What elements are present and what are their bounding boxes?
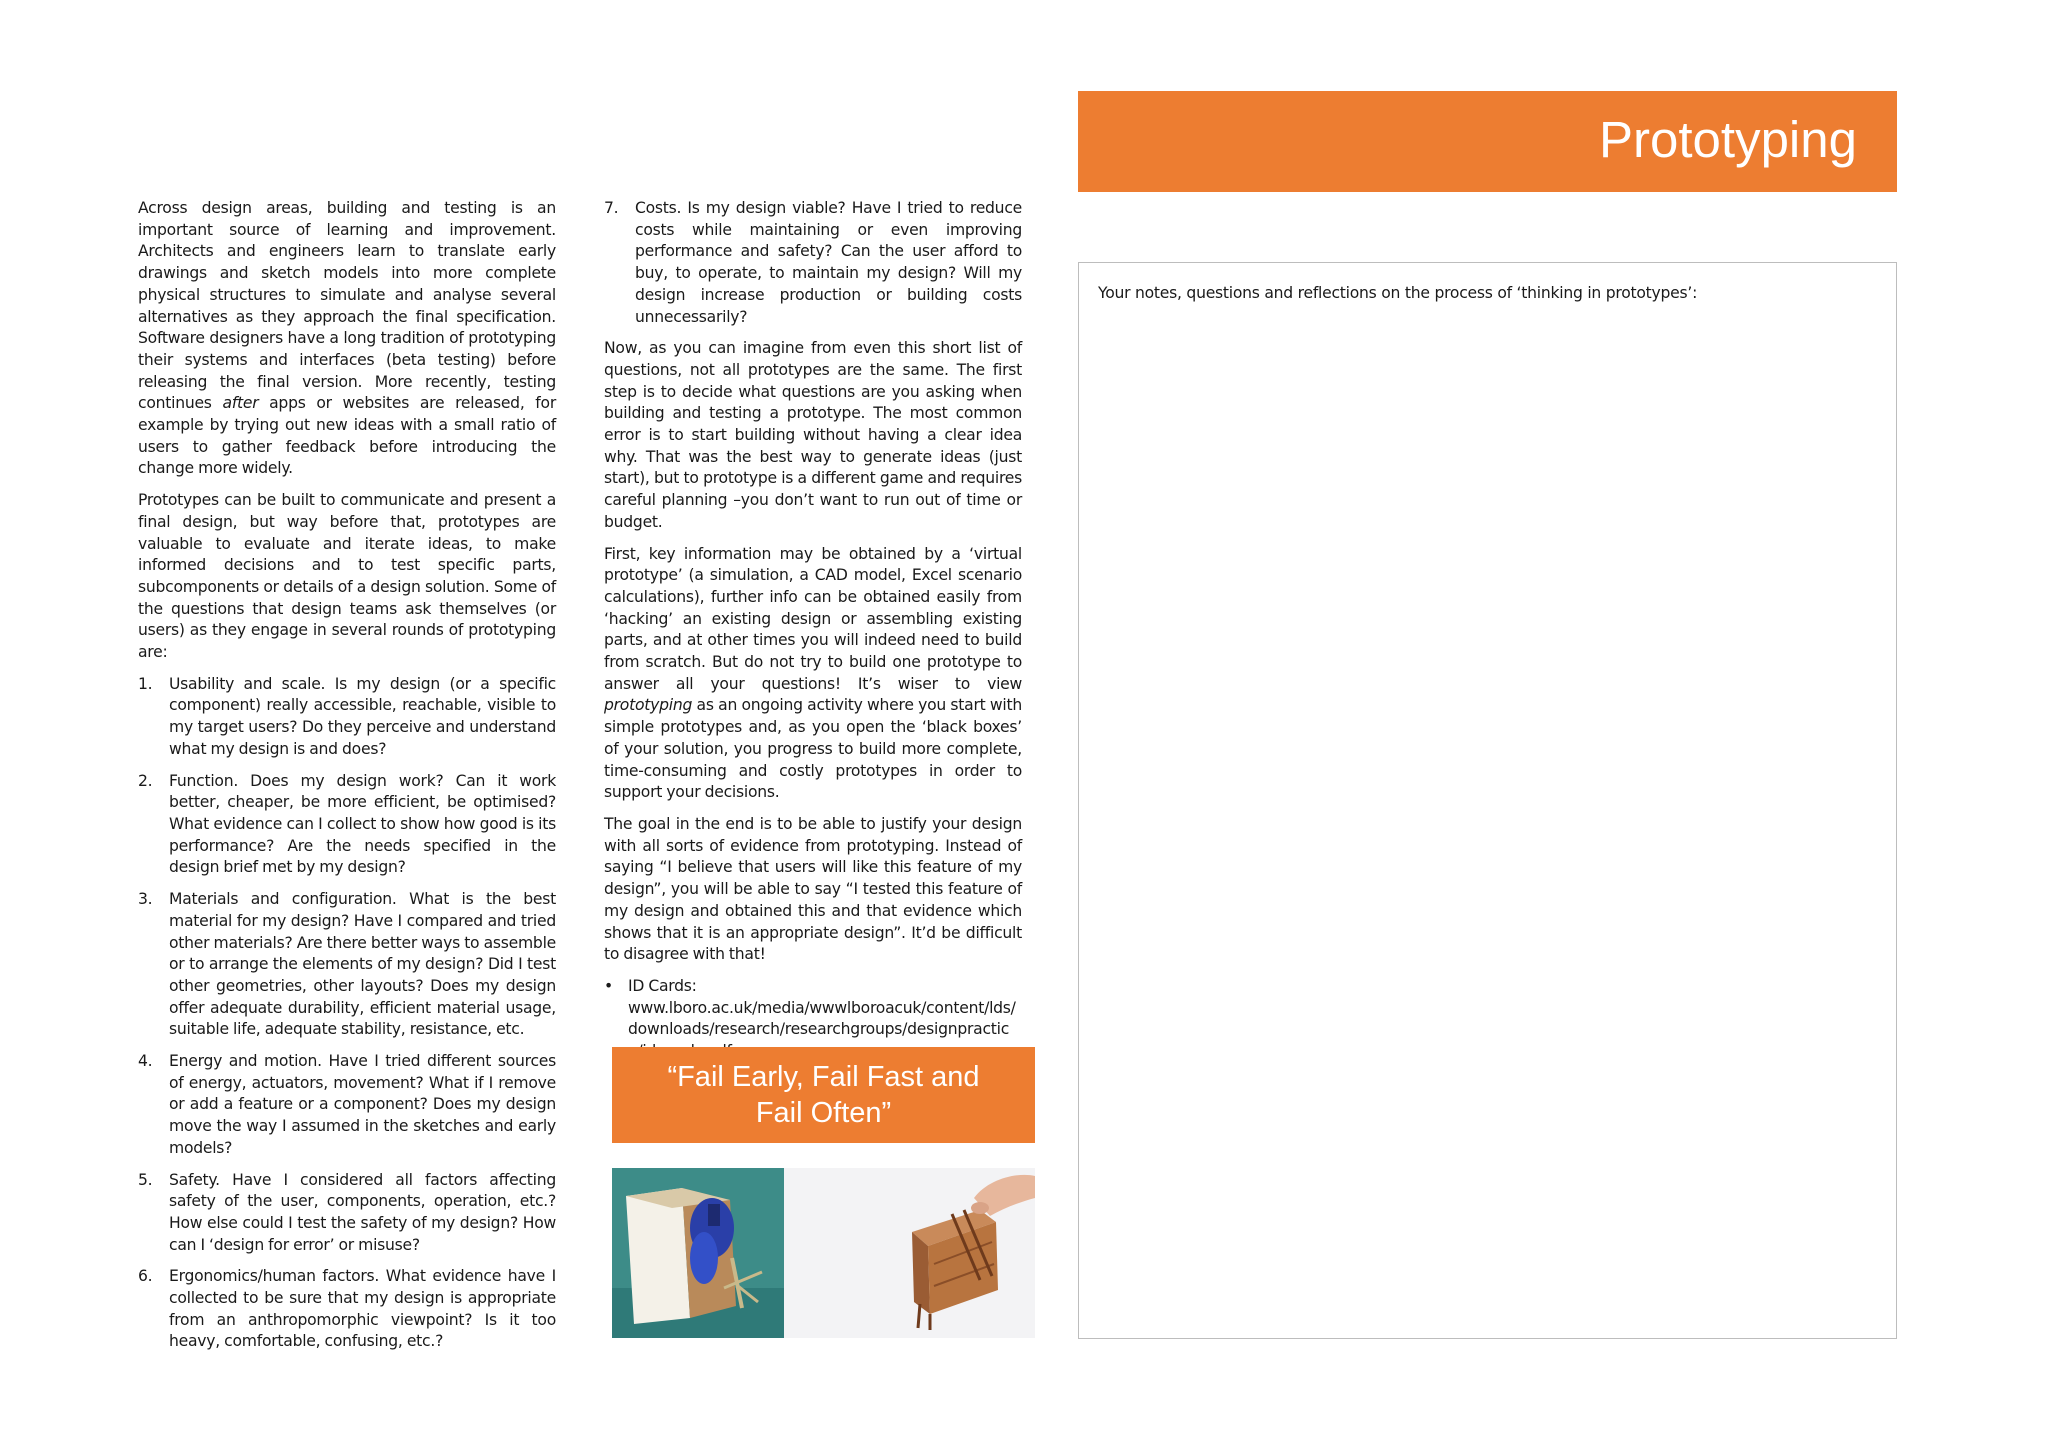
cardboard-prototype-image	[612, 1168, 784, 1338]
virtual-prototype-paragraph	[604, 544, 1022, 804]
list-item	[138, 889, 556, 1041]
intro-paragraph	[138, 198, 556, 480]
list-item-number: 2.	[138, 771, 153, 790]
quote-banner	[612, 1047, 1035, 1143]
notes-box[interactable]	[1078, 262, 1897, 1339]
title-banner	[1078, 91, 1897, 192]
intro-text-emphasis: after	[222, 394, 259, 413]
list-item-number: 4.	[138, 1052, 153, 1071]
middle-column	[604, 198, 1022, 1063]
list-item-text: Safety. Have I considered all factors affecting safety of the user, components, operation, etc.? How else could I test the safety of my design? How can I ‘design for error’ or misuse?	[169, 1170, 556, 1254]
virtual-prototype-text-part1: First, key information may be obtained by a ‘virtual prototype’ (a simulation, a CAD model, Excel scenario calculations), further info can be obtained easily from ‘hacking’ an existing design or assembling existing parts, and at other times you will indeed need to build from scratch. But do not try to build one prototype to answer all your questions! It’s wiser to view	[604, 544, 1022, 693]
left-column	[138, 198, 556, 1363]
prototype-types-paragraph: Now, as you can imagine from even this short list of questions, not all prototypes are the same. The first step is to decide what questions are you asking when building and testing a prototype. The most common error is to start building without having a clear idea why. That was the best way to generate ideas (just start), but to prototype is a different game and requires careful planning –you don’t want to run out of time or budget.	[604, 339, 1022, 531]
list-item	[138, 771, 556, 880]
intro-text-part2: apps or websites are released, for example by trying out new ideas with a small ratio of users to gather feedback before introducing the change more widely.	[138, 394, 556, 478]
questions-list-continued	[604, 198, 1022, 328]
list-item-text: Costs. Is my design viable? Have I tried to reduce costs while maintaining or even improving performance and safety? Can the user afford to buy, to operate, to maintain my design? Will my design increase production or building costs unnecessarily?	[635, 199, 1022, 326]
list-item-number: 1.	[138, 674, 153, 693]
reference-label: ID Cards:	[628, 976, 697, 995]
intro-text-part1: Across design areas, building and testing is an important source of learning and improvement. Architects and engineers learn to translate early drawings and sketch models into more complete physical structures to simulate and analyse several alternatives as they approach the final specification. Software designers have a long tradition of prototyping their systems and interfaces (beta testing) before releasing the final version. More recently, testing continues	[138, 199, 556, 413]
list-item-text: Function. Does my design work? Can it work better, cheaper, be more efficient, be optimised? What evidence can I collect to show how good is its performance? Are the needs specified in the design brief met by my design?	[169, 771, 556, 877]
virtual-prototype-emphasis: prototyping	[604, 696, 693, 715]
page-title: Prototyping	[1599, 111, 1857, 168]
questions-intro-paragraph: Prototypes can be built to communicate and present a final design, but way before that, prototypes are valuable to evaluate and iterate ideas, to make informed decisions and to test specific parts, subcomponents or details of a design solution. Some of the questions that design teams ask themselves (or users) as they engage in several rounds of prototyping are:	[138, 491, 556, 662]
list-item-text: Materials and configuration. What is the best material for my design? Have I compared and tried other materials? Are there better ways to assemble or to arrange the elements of my design? Did I test other geometries, other layouts? Does my design offer adequate durability, efficient material usage, suitable life, adequate stability, resistance, etc.	[169, 890, 556, 1039]
bullet-icon: •	[604, 976, 613, 995]
list-item-number: 5.	[138, 1170, 153, 1189]
list-item-text: Ergonomics/human factors. What evidence have I collected to be sure that my design is appropriate from an anthropomorphic viewpoint? Is it too heavy, comfortable, confusing, etc.?	[169, 1267, 556, 1351]
reference-link[interactable]: www.lboro.ac.uk/media/wwwlboroacuk/content/lds/downloads/research/researchgroups/designpractic	[628, 998, 1016, 1039]
prototype-photo-wooden-box	[784, 1168, 1035, 1338]
goal-paragraph: The goal in the end is to be able to justify your design with all sorts of evidence from prototyping. Instead of saying “I believe that users will like this feature of my design”, you will be able to say “I tested this feature of my design and obtained this and that evidence which shows that it is an appropriate design”. It’d be difficult to disagree with that!	[604, 814, 1022, 964]
wooden-box-prototype-image	[784, 1168, 1035, 1338]
list-item	[138, 1051, 556, 1160]
quote-text: “Fail Early, Fail Fast and Fail Often”	[667, 1061, 980, 1129]
list-item	[138, 1170, 556, 1257]
list-item-number: 7.	[604, 199, 619, 217]
virtual-prototype-text-part2: as an ongoing activity where you start with simple prototypes and, as you open the ‘black boxes’ of your solution, you progress to build more complete, time-consuming and costly prototypes in order to support your decisions.	[604, 696, 1022, 802]
list-item	[138, 674, 556, 761]
list-item-number: 3.	[138, 890, 153, 909]
list-item	[604, 198, 1022, 328]
list-item-number: 6.	[138, 1267, 153, 1286]
notes-prompt: Your notes, questions and reflections on the process of ‘thinking in prototypes’:	[1098, 284, 1698, 302]
questions-list	[138, 674, 556, 1353]
list-item	[138, 1266, 556, 1353]
prototype-photo-cardboard	[612, 1168, 784, 1338]
list-item-text: Usability and scale. Is my design (or a specific component) really accessible, reachable, visible to my target users? Do they perceive and understand what my design is and does?	[169, 674, 556, 758]
list-item-text: Energy and motion. Have I tried different sources of energy, actuators, movement? What if I remove or add a feature or a component? Does my design move the way I assumed in the sketches and early models?	[169, 1052, 556, 1157]
